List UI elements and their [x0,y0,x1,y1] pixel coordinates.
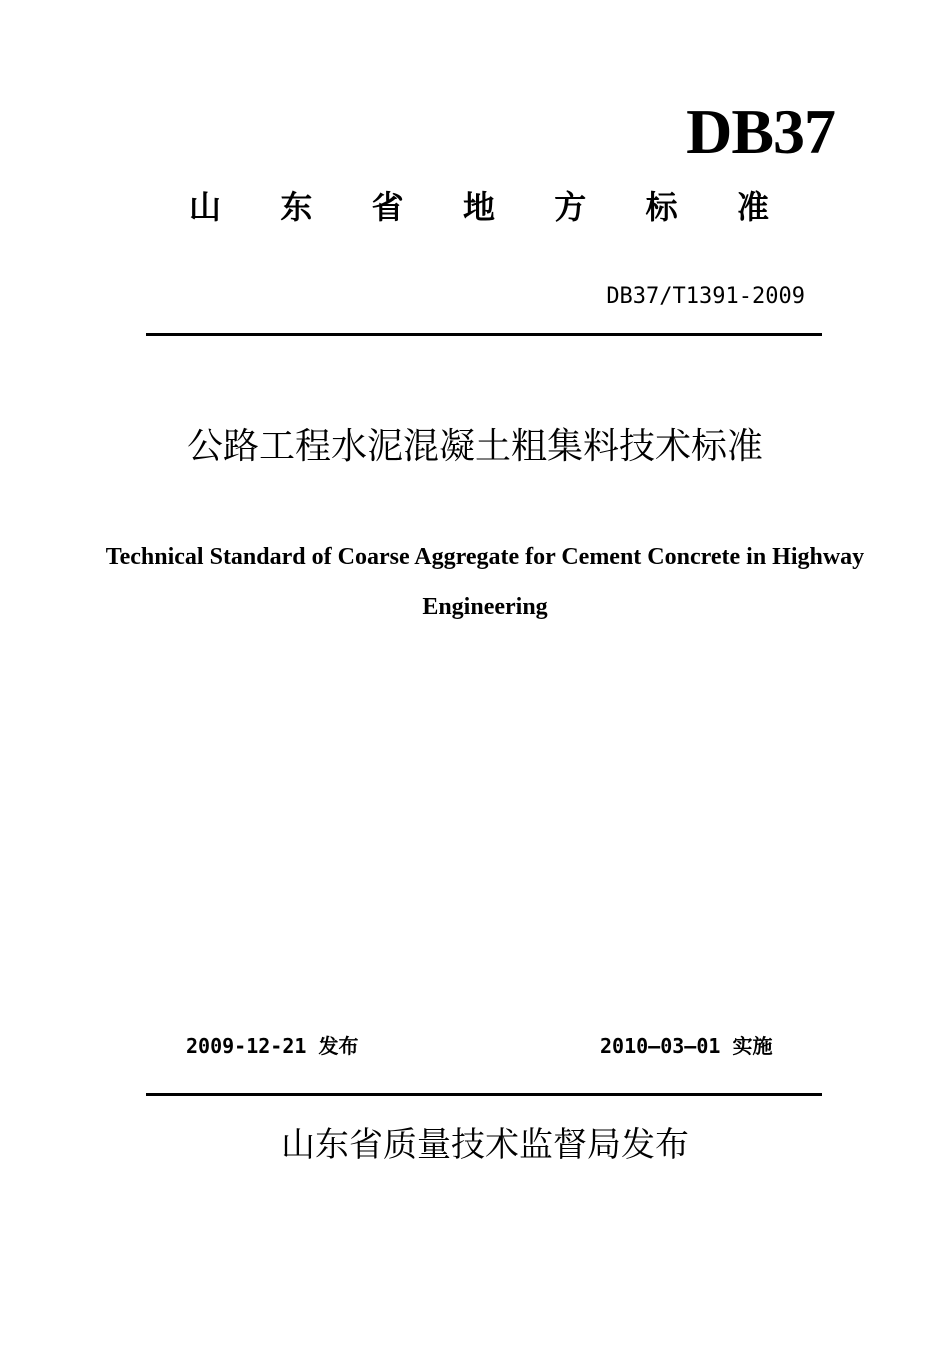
standard-type-char: 地 [462,188,495,226]
title-english: Technical Standard of Coarse Aggregate for Cement Concrete in Highway Engineering [105,544,865,620]
standard-type-char: 方 [554,188,587,226]
bottom-divider [146,1093,822,1096]
issue-date: 2009-12-21 发布 [186,1034,359,1058]
standard-type-char: 准 [736,188,769,226]
title-chinese: 公路工程水泥混凝土粗集料技术标准 [186,426,763,467]
standard-code: DB37 [686,96,835,167]
implementation-date: 2010—03—01 实施 [600,1034,773,1058]
standard-type-char: 标 [645,188,678,226]
standard-number: DB37/T1391-2009 [606,284,805,309]
standard-type-char: 山 [188,188,221,226]
standard-type-char: 东 [280,188,313,226]
top-divider [146,333,822,336]
standard-type-char: 省 [371,188,404,226]
publisher: 山东省质量技术监督局发布 [281,1125,689,1165]
standard-type-label [175,188,783,226]
